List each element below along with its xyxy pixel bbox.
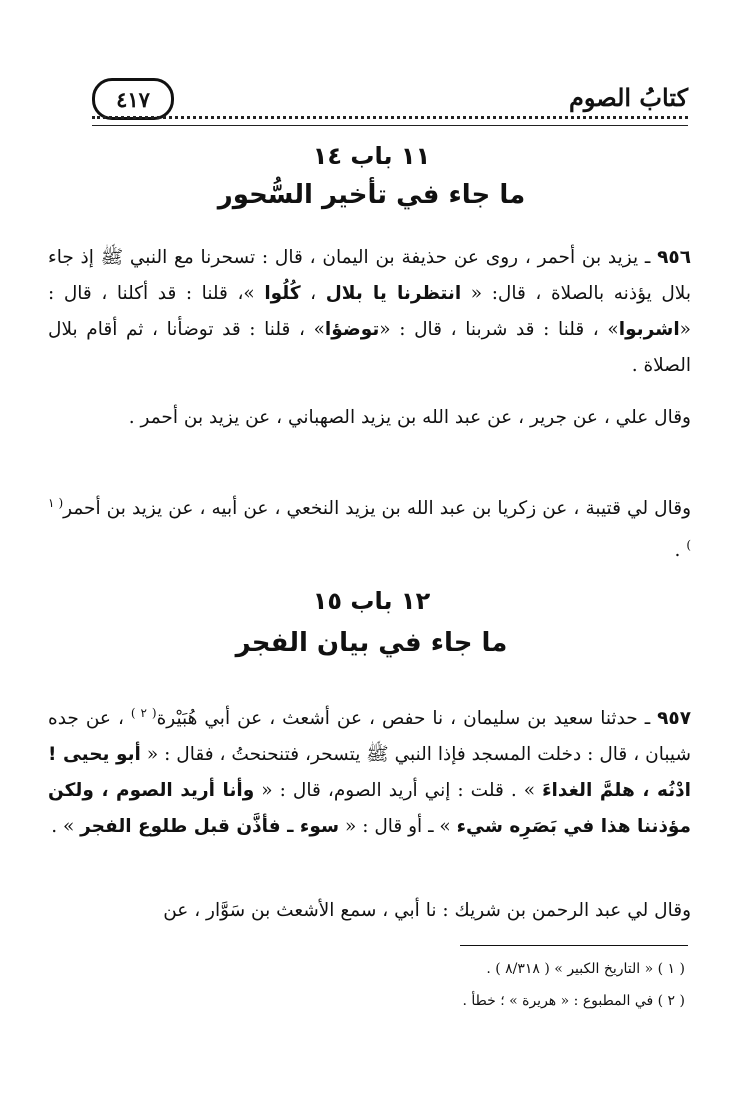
page-number: ٤١٧ [92, 78, 174, 120]
chapter-14-label: ١١ باب ١٤ [312, 142, 431, 170]
isnad-text: وقال لي قتيبة ، عن زكريا بن عبد الله بن يزيد النخعي ، عن أبيه ، عن يزيد بن أحمر [63, 498, 692, 520]
chapter-15-title: ما جاء في بيان الفجر [235, 628, 508, 658]
hadith-text: » . قلت : إني أريد الصوم، قال : « [254, 780, 543, 802]
prophetic-speech: وأنا أريد الصوم ، ولكن مؤذننا هذا في بَصَرِه شيء [48, 780, 691, 838]
isnad-paragraph: وقال علي ، عن جرير ، عن عبد الله بن يزيد الصهباني ، عن يزيد بن أحمر . [128, 407, 691, 428]
hadith-text: » . [51, 816, 81, 838]
footnote-1: ( ١ ) « التاريخ الكبير » ( ٨/٣١٨ ) . [486, 961, 685, 977]
footnote-ref: ( ٢ ) [130, 706, 157, 720]
hadith-number: ٩٥٧ [657, 708, 691, 730]
hadith-957-paragraph [48, 695, 691, 845]
footnote-ref: ( ١ ) [48, 496, 691, 553]
isnad-paragraph [48, 485, 691, 569]
hadith-text: ، عن جده شيبان ، قال : دخلت المسجد فإذا النبي ﷺ يتسحر، فتنحنحتُ ، فقال : « [48, 708, 691, 766]
prophetic-speech: أبو يحيى ! ادْنُه ، هلمَّ الغداءَ [48, 744, 691, 802]
hadith-text: » ـ أو قال : « [339, 816, 457, 838]
chapter-15-label: ١٢ باب ١٥ [312, 587, 431, 615]
hadith-text: ـ حدثنا سعيد بن سليمان ، نا حفص ، عن أشعث ، عن أبي هُبَيْرة [156, 708, 658, 730]
prophetic-speech: اشربوا [618, 319, 680, 340]
chapter-14-title: ما جاء في تأخير السُّحور [217, 180, 526, 210]
hadith-text: ، [300, 283, 326, 304]
hadith-text: ـ يزيد بن أحمر ، روى عن حذيفة بن اليمان ، قال : تسحرنا مع النبي ﷺ إذ جاء بلال يؤذنه بالصلاة ، قال: « [48, 247, 691, 304]
footnote-2: ( ٢ ) في المطبوع : « هريرة » ؛ خطأ . [462, 993, 685, 1009]
hadith-text: » ، قلنا : قد شربنا ، قال : « [379, 319, 619, 340]
prophetic-speech: توضؤا [324, 319, 380, 340]
isnad-text: . [674, 540, 687, 562]
running-title: كتابُ الصوم [569, 83, 688, 112]
hadith-text: »، قلنا : قد أكلنا ، قال : « [48, 283, 691, 340]
prophetic-speech: سوء ـ فأذَّن قبل طلوع الفجر [80, 816, 340, 838]
prophetic-speech: كُلُوا [264, 283, 301, 304]
header-rule [92, 116, 688, 126]
hadith-956-paragraph [48, 240, 691, 384]
prophetic-speech: انتظرنا يا بلال [325, 283, 462, 304]
hadith-number: ٩٥٦ [657, 247, 691, 268]
footnote-rule [460, 945, 688, 946]
isnad-paragraph: وقال لي عبد الرحمن بن شريك : نا أبي ، سمع الأشعث بن سَوَّار ، عن [163, 900, 691, 921]
hadith-text: » ، قلنا : قد توضأنا ، ثم أقام بلال الصلاة . [48, 319, 691, 376]
